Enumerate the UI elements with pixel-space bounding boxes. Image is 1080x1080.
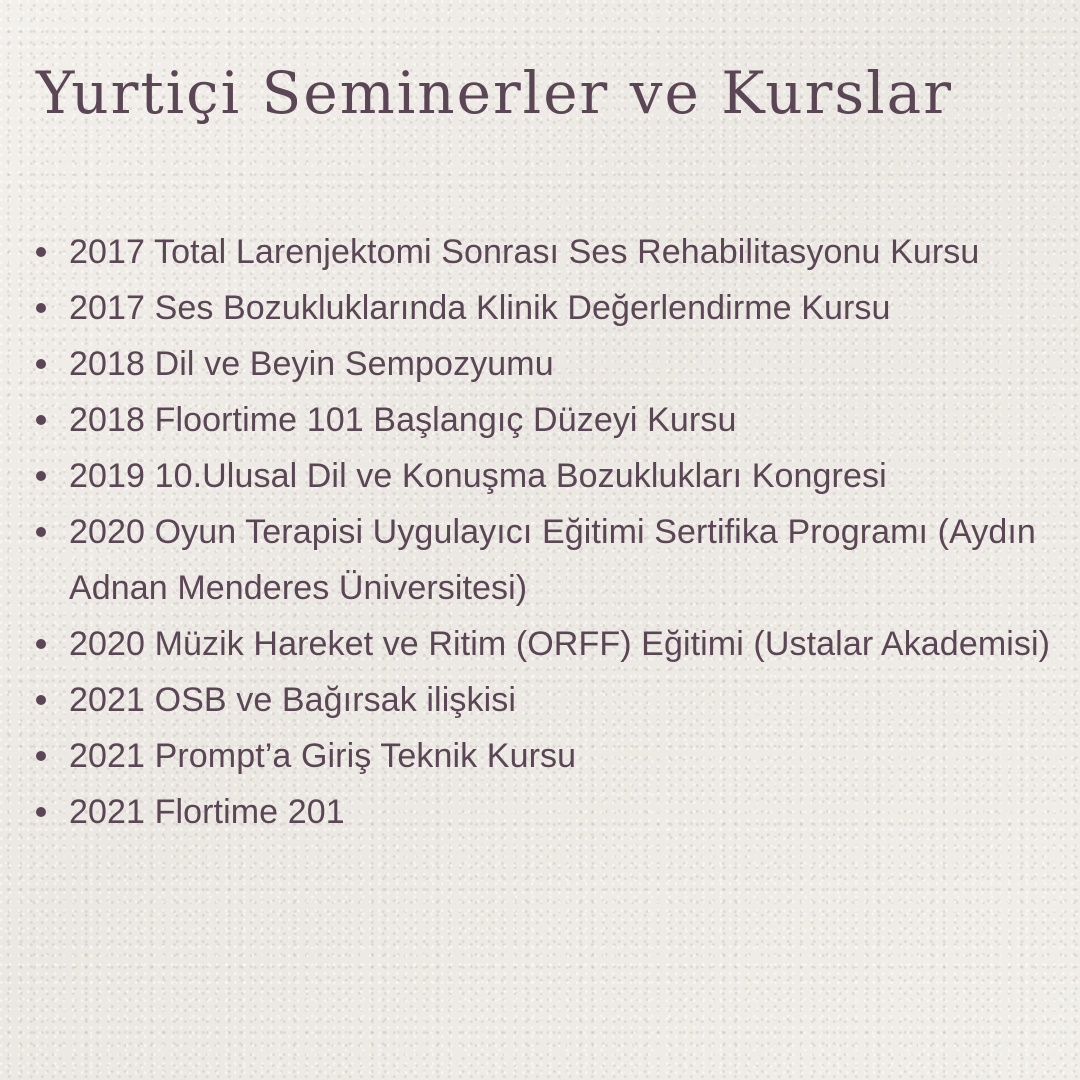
bullet-icon [36,639,46,649]
list-item [0,280,1060,336]
list-item [0,392,1060,448]
list-item-text: 2021 OSB ve Bağırsak ilişkisi [69,681,516,719]
bullet-icon [36,415,46,425]
list-item [0,672,1060,728]
bullet-icon [36,247,46,257]
bullet-icon [36,303,46,313]
list-item [0,784,1060,840]
list-item-text: 2018 Floortime 101 Başlangıç Düzeyi Kursu [69,401,737,439]
list-item [0,336,1060,392]
list-item [0,448,1060,504]
page-title: Yurtiçi Seminerler ve Kurslar [36,59,953,127]
bullet-icon [36,359,46,369]
list-item-text: 2020 Müzik Hareket ve Ritim (ORFF) Eğitimi (Ustalar Akademisi) [69,625,1051,663]
bullet-icon [36,751,46,761]
bullet-icon [36,527,46,537]
list-item [0,224,1060,280]
list-item [0,616,1060,672]
list-item-text: 2021 Prompt’a Giriş Teknik Kursu [69,737,577,775]
list-item-text: 2019 10.Ulusal Dil ve Konuşma Bozuklukları Kongresi [69,457,887,495]
course-list [0,224,1060,840]
list-item [0,728,1060,784]
list-item-text: 2018 Dil ve Beyin Sempozyumu [69,345,554,383]
bullet-icon [36,695,46,705]
bullet-icon [36,471,46,481]
bullet-icon [36,807,46,817]
list-item-text: 2017 Total Larenjektomi Sonrası Ses Rehabilitasyonu Kursu [69,233,980,271]
list-item-text: 2021 Flortime 201 [69,793,345,831]
list-item [0,504,1060,616]
list-item-text: 2020 Oyun Terapisi Uygulayıcı Eğitimi Sertifika Programı (Aydın Adnan Menderes Üniversitesi) [69,513,1036,607]
list-item-text: 2017 Ses Bozukluklarında Klinik Değerlendirme Kursu [69,289,891,327]
